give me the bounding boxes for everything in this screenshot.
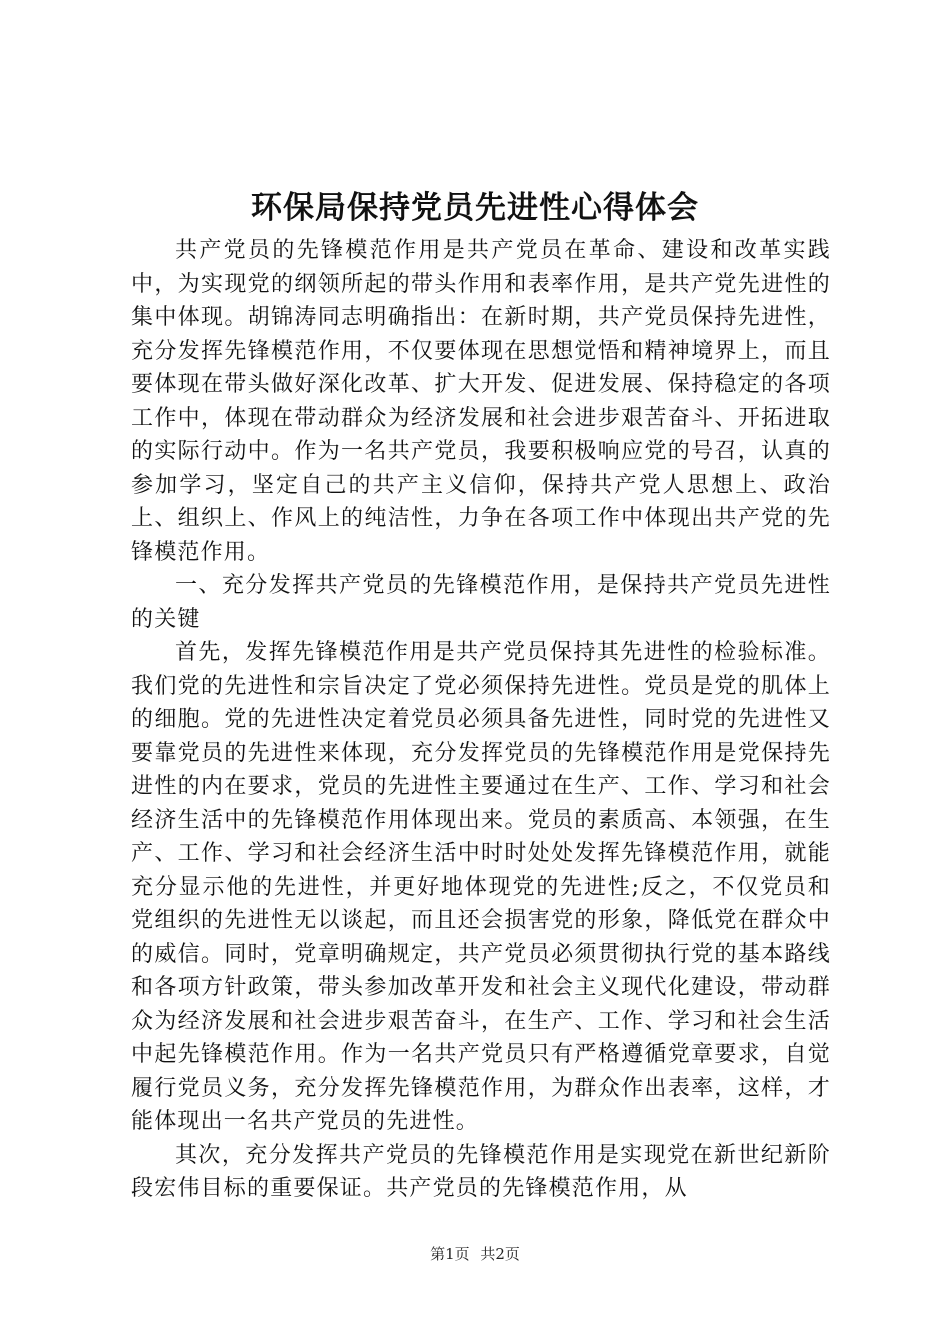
document-title: 环保局保持党员先进性心得体会 xyxy=(251,190,699,226)
page-footer xyxy=(0,1244,950,1264)
document-body xyxy=(131,234,831,1206)
page-total: 共2页 xyxy=(480,1245,520,1263)
page-number: 第1页 xyxy=(430,1245,470,1263)
paragraph-section-heading: 一、充分发挥共产党员的先锋模范作用，是保持共产党员先进性的关键 xyxy=(131,573,831,632)
paragraph-intro: 共产党员的先锋模范作用是共产党员在革命、建设和改革实践中，为实现党的纲领所起的带头作用和表率作用，是共产党先进性的集中体现。胡锦涛同志明确指出：在新时期，共产党员保持先进性，充分发挥先锋模范作用，不仅要体现在思想觉悟和精神境界上，而且要体现在带头做好深化改革、扩大开发、促进发展、保持稳定的各项工作中，体现在带动群众为经济发展和社会进步艰苦奋斗、开拓进取的实际行动中。作为一名共产党员，我要积极响应党的号召，认真的参加学习，坚定自己的共产主义信仰，保持共产党人思想上、政治上、组织上、作风上的纯洁性，力争在各项工作中体现出共产党的先锋模范作用。 xyxy=(131,238,831,565)
paragraph-second-point: 其次，充分发挥共产党员的先锋模范作用是实现党在新世纪新阶段宏伟目标的重要保证。共产党员的先锋模范作用，从 xyxy=(131,1142,831,1201)
paragraph-first-point: 首先，发挥先锋模范作用是共产党员保持其先进性的检验标准。我们党的先进性和宗旨决定了党必须保持先进性。党员是党的肌体上的细胞。党的先进性决定着党员必须具备先进性，同时党的先进性又要靠党员的先进性来体现，充分发挥党员的先锋模范作用是党保持先进性的内在要求，党员的先进性主要通过在生产、工作、学习和社会经济生活中的先锋模范作用体现出来。党员的素质高、本领强，在生产、工作、学习和社会经济生活中时时处处发挥先锋模范作用，就能充分显示他的先进性，并更好地体现党的先进性;反之，不仅党员和党组织的先进性无以谈起，而且还会损害党的形象，降低党在群众中的威信。同时，党章明确规定，共产党员必须贯彻执行党的基本路线和各项方针政策，带头参加改革开发和社会主义现代化建设，带动群众为经济发展和社会进步艰苦奋斗，在生产、工作、学习和社会生活中起先锋模范作用。作为一名共产党员只有严格遵循党章要求，自觉履行党员义务，充分发挥先锋模范作用，为群众作出表率，这样，才能体现出一名共产党员的先进性。 xyxy=(131,640,831,1134)
